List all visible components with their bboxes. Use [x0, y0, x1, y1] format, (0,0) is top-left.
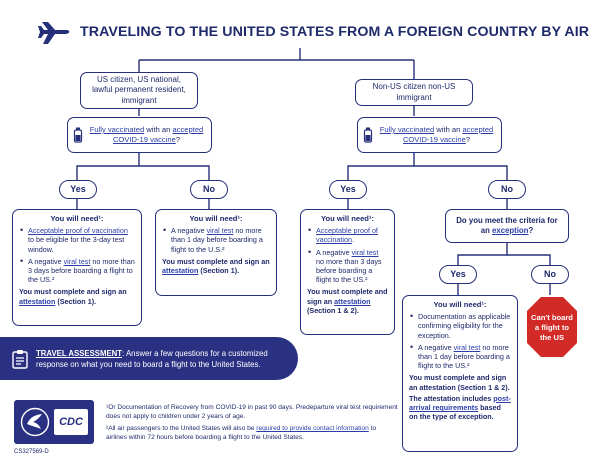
list-item: • Acceptable proof of vaccination.	[307, 226, 388, 244]
vaccine-vial-icon	[363, 127, 373, 143]
viral-test-link[interactable]: viral test	[453, 342, 481, 352]
viral-test-link[interactable]: viral test	[351, 247, 379, 257]
proof-of-vaccination-link[interactable]: Acceptable proof of vaccination	[316, 226, 378, 245]
list-item: • A negative viral test no more than 1 day before boarding a flight to the US.²	[409, 343, 511, 371]
viral-test-link[interactable]: viral test	[206, 226, 234, 236]
answer-exception-no: No	[531, 265, 569, 284]
answer-yes-right: Yes	[329, 180, 367, 199]
proof-of-vaccination-link[interactable]: Acceptable proof of vaccination	[28, 226, 128, 236]
answer-no-left: No	[190, 180, 228, 199]
fully-vaccinated-link[interactable]: Fully vaccinated	[379, 125, 435, 134]
accepted-vaccine-link[interactable]: accepted COVID-19 vaccine	[402, 125, 494, 144]
page-title: TRAVELING TO THE UNITED STATES FROM A FOREIGN COUNTRY BY AIR	[80, 24, 590, 40]
post-arrival-requirements-link[interactable]: post-arrival requirements	[409, 393, 511, 413]
attestation-link[interactable]: attestation	[162, 266, 199, 276]
document-code: CS327569-D	[14, 449, 49, 455]
clipboard-icon	[12, 349, 28, 369]
vaccine-vial-icon	[73, 127, 83, 143]
attestation-link[interactable]: attestation	[334, 296, 371, 306]
cannot-board-label: Can't board a flight to the US	[531, 313, 573, 342]
vaccination-question-left: Fully vaccinated with an accepted COVID-19 vaccine?	[67, 117, 212, 153]
viral-test-link[interactable]: viral test	[63, 256, 91, 266]
list-item: • A negative viral test no more than 3 days before boarding a flight to the US.²	[19, 257, 135, 285]
requirements-nonus-vaccinated: You will need¹: • Acceptable proof of vaccination. • A negative viral test no more than 3 days before boarding a flight to the US.² You must complete and sign an attestation (Section 1 & 2).	[300, 209, 395, 335]
cdc-logo: CDC	[54, 409, 88, 435]
footnote-2: ²All air passengers to the United States will also be required to provide contact information to airlines within 72 hours before boarding a flight to the United States.	[106, 425, 377, 441]
list-item: • A negative viral test no more than 1 day before boarding a flight to the U.S.²	[162, 226, 270, 254]
footnote-1: ¹Or Documentation of Recovery from COVID-19 in past 90 days. Predeparture viral test requirement does not apply to children under 2 years of age.	[106, 404, 398, 420]
travel-assessment-banner[interactable]: TRAVEL ASSESSMENT: Answer a few questions for a customized response on what you need to board a flight to the United States.	[0, 337, 298, 380]
logo-panel	[14, 400, 94, 444]
list-item: • Acceptable proof of vaccination to be eligible for the 3-day test window.	[19, 226, 135, 254]
list-item: • Documentation as applicable confirming eligibility for the exception.	[409, 312, 511, 340]
list-item: • A negative viral test no more than 3 days before boarding a flight to the US.²	[307, 248, 388, 285]
exception-link[interactable]: exception	[492, 226, 529, 235]
requirements-us-vaccinated: You will need¹: • Acceptable proof of vaccination to be eligible for the 3-day test window. • A negative viral test no more than 3 days before boarding a flight to the US.² You must complete and sign an attestation (Section 1).	[12, 209, 142, 326]
hhs-eagle-icon	[20, 407, 50, 437]
category-us-citizen: US citizen, US national, lawful permanent resident, immigrant	[80, 72, 198, 109]
footnotes	[106, 403, 398, 442]
attestation-link[interactable]: attestation	[19, 296, 56, 306]
travel-assessment-link[interactable]: TRAVEL ASSESSMENT	[36, 348, 123, 358]
fully-vaccinated-link[interactable]: Fully vaccinated	[89, 125, 145, 134]
answer-yes-left: Yes	[59, 180, 97, 199]
airplane-icon	[38, 18, 72, 48]
accepted-vaccine-link[interactable]: accepted COVID-19 vaccine	[112, 125, 204, 144]
contact-info-link[interactable]: required to provide contact information	[256, 425, 369, 432]
category-non-us: Non-US citizen non-US immigrant	[355, 79, 473, 106]
exception-question: Do you meet the criteria for an exception?	[445, 209, 569, 243]
vaccination-question-right: Fully vaccinated with an accepted COVID-19 vaccine?	[357, 117, 502, 153]
requirements-us-unvaccinated: You will need¹: • A negative viral test no more than 1 day before boarding a flight to the U.S.² You must complete and sign an attestation (Section 1).	[155, 209, 277, 296]
answer-no-right: No	[488, 180, 526, 199]
requirements-exception: You will need¹: • Documentation as applicable confirming eligibility for the exception. • A negative viral test no more than 1 day before boarding a flight to the US.² You must complete and sign an attestation (Section 1 & 2). The attestation includes post-arrival requirements based on the type of exception.	[402, 295, 518, 452]
answer-exception-yes: Yes	[439, 265, 477, 284]
